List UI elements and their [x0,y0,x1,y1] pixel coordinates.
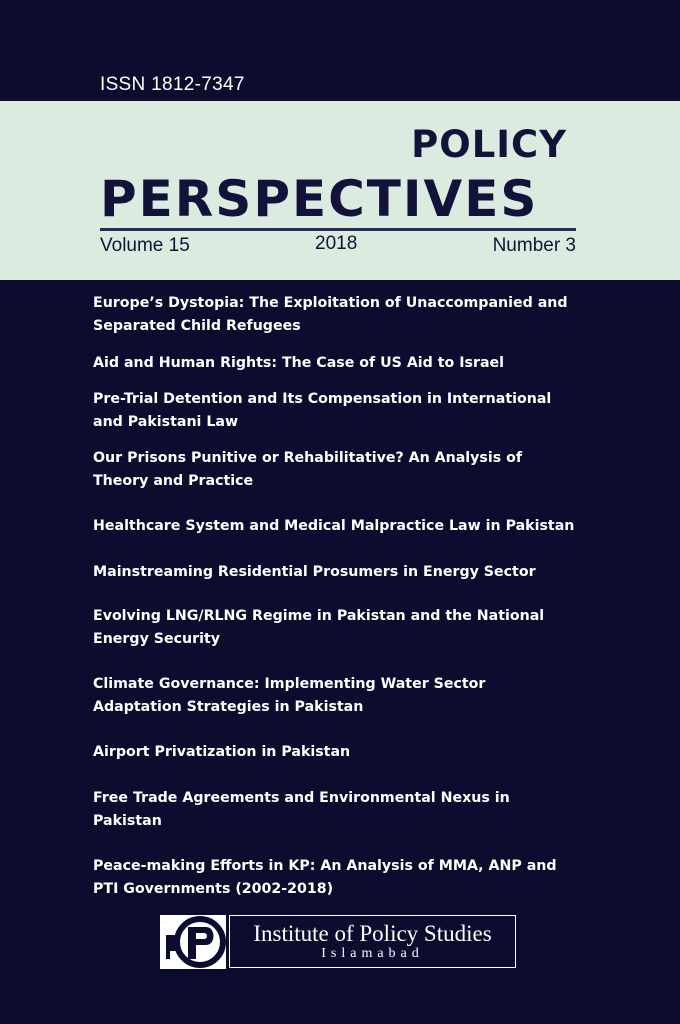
article-title: Pre-Trial Detention and Its Compensation in International and Pakistani Law [93,391,552,430]
article-title: Free Trade Agreements and Environmental Nexus in Pakistan [93,790,510,829]
publisher-city: Islamabad [321,946,424,961]
article-title: Healthcare System and Medical Malpractice Law in Pakistan [93,518,575,534]
article-title: Peace-making Efforts in KP: An Analysis of MMA, ANP and PTI Governments (2002-2018) [93,858,557,897]
journal-title-perspectives: PERSPECTIVES [100,170,539,228]
publisher-logo [160,915,516,970]
issn-number: ISSN 1812-7347 [100,74,245,95]
article-title: Climate Governance: Implementing Water Sector Adaptation Strategies in Pakistan [93,676,486,715]
article-title: Europe’s Dystopia: The Exploitation of Unaccompanied and Separated Child Refugees [93,295,568,334]
article-title: Our Prisons Punitive or Rehabilitative? An Analysis of Theory and Practice [93,450,523,489]
publisher-name: Institute of Policy Studies [253,921,492,946]
volume-label: Volume 15 [100,235,190,256]
year-label: 2018 [315,233,358,254]
article-title: Evolving LNG/RLNG Regime in Pakistan and the National Energy Security [93,608,545,647]
article-title: Mainstreaming Residential Prosumers in Energy Sector [93,564,536,580]
title-band [0,101,680,280]
article-title: Airport Privatization in Pakistan [93,744,351,760]
publisher-name-box [229,915,516,968]
title-divider [100,228,576,231]
journal-title-policy: POLICY [411,123,567,166]
ips-logo-icon [160,915,226,969]
article-title: Aid and Human Rights: The Case of US Aid to Israel [93,355,505,371]
issue-number-label: Number 3 [492,235,576,256]
